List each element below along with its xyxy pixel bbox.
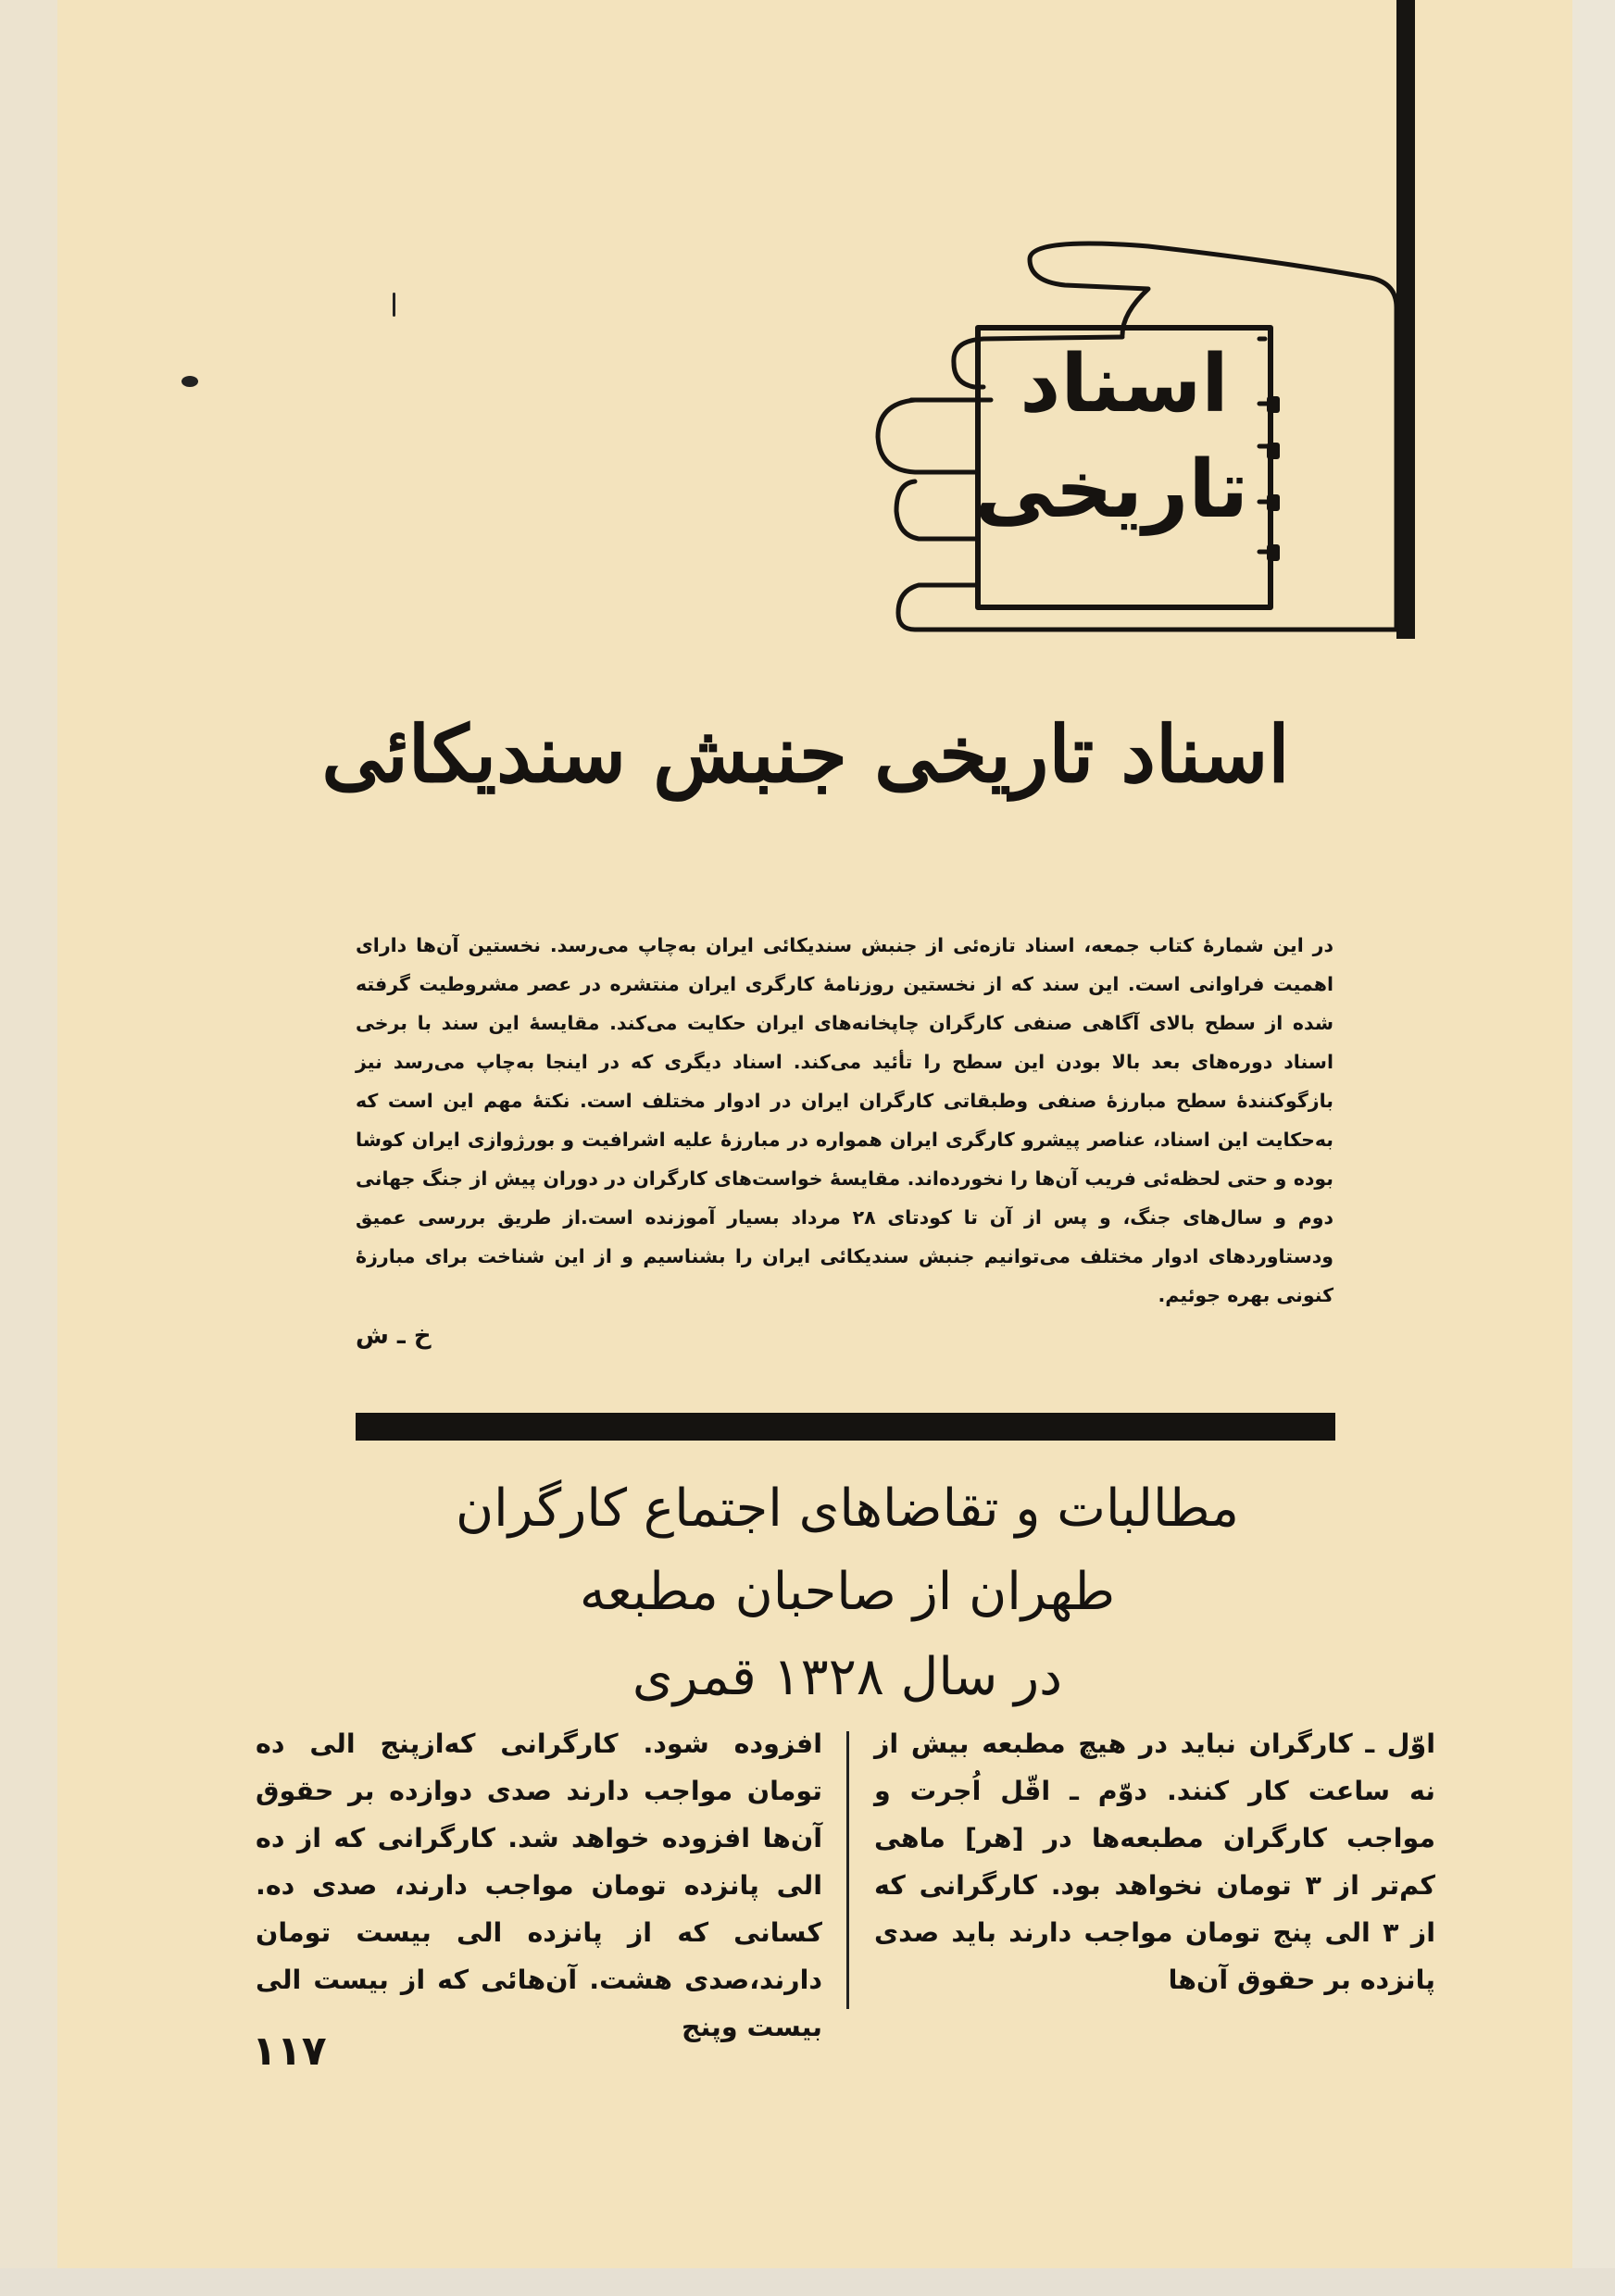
section-title-line-1: مطالبات و تقاضاهای اجتماع کارگران [456,1479,1239,1539]
section-title-line-3: در سال ۱۳۲۸ قمری [632,1647,1063,1707]
signature-text: خ ـ ش [356,1322,432,1350]
ink-speck [393,293,395,317]
page-title: اسناد تاریخی جنبش سندیکائی [321,708,1290,800]
logo-line-2: تاریخی [974,443,1248,536]
left-column-text: افزوده شود. کارگرانی که‌ازپنج الی ده تومان مواجب دارند صدی دوازده بر حقوق آن‌ها افزوده خواهد شد. کارگرانی که از ده الی پانزده تومان مواجب دارند، صدی ده. کسانی که از پانزده الی بیست تومان دارند،صدی هشت. آن‌هائی که از بیست الی بیست وپنج [256,1728,822,2042]
column-divider [846,1731,849,2009]
right-column-text: اوّل ـ کارگران نباید در هیچ مطبعه بیش از نه ساعت کار کنند. دوّم ـ اقّل اُجرت و مواجب کارگران مطبعه‌ها در [هر] ماهی کم‌تر از ۳ تومان نخواهد بود. کارگرانی که از ۳ الی پنج تومان مواجب دارند باید صدی پانزده بر حقوق آن‌ها [874,1728,1436,1995]
scan-margin [1572,0,1615,2296]
author-signature [356,1322,911,1350]
scan-bottom-margin [0,2268,1615,2296]
logo-line-1: اسناد [1020,338,1229,430]
intro-paragraph: در این شمارۀ کتاب جمعه، اسناد تازه‌ئی از جنبش سندیکائی ایران به‌چاپ می‌رسد. نخستین آن‌ها دارای اهمیت فراوانی است. این سند که از نخستین روزنامۀ کارگری ایران منتشره در عصر مشروطیت گرفته شده از سطح بالای آگاهی صنفی کارگران چاپخانه‌های ایران حکایت می‌کند. مقایسۀ این سند با برخی اسناد دوره‌های بعد بالا بودن این سطح را تأئید می‌کند. اسناد دیگری که در اینجا به‌چاپ می‌رسد نیز بازگوکنندۀ سطح مبارزۀ صنفی وطبقاتی کارگران ایران در ادوار مختلف است. نکتۀ مهم این است که به‌حکایت این اسناد، عناصر پیشرو کارگری ایران همواره در مبارزۀ علیه اشرافیت و بورژوازی ایران کوشا بوده و حتی لحظه‌ئی فریب آن‌ها را نخورده‌اند. مقایسۀ خواست‌های کارگران در دوران پیش از جنگ جهانی دوم و سال‌های جنگ، و پس از آن تا کودتای ۲۸ مرداد بسیار آموزنده است.از طریق بررسی عمیق ودستاوردهای ادوار مختلف می‌توانیم جنبش سندیکائی ایران را بشناسیم و از این شناخت برای مبارزۀ کنونی بهره جوئیم. [356,934,1333,1306]
section-title-line-2: طهران از صاحبان مطبعه [579,1562,1116,1622]
section-divider-bar [356,1413,1335,1441]
ink-speck [182,376,198,387]
page-number: ۱۱۷ [252,2028,327,2075]
hand-holding-book-logo [759,233,1415,650]
